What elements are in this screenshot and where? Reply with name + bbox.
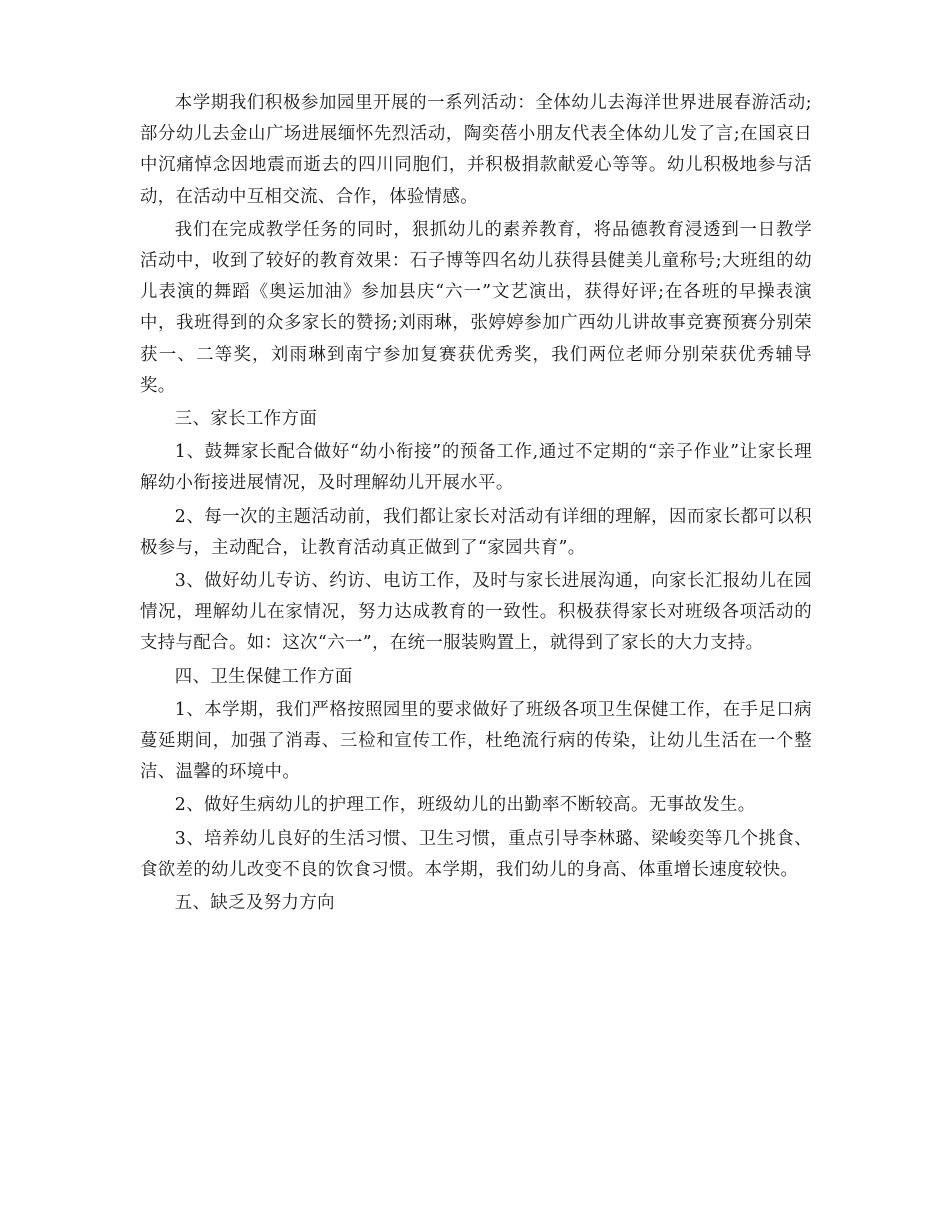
paragraph-quality-education: 我们在完成教学任务的同时，狠抓幼儿的素养教育，将品德教育浸透到一日教学活动中，收到了较好的教育效果：石子博等四名幼儿获得县健美儿童称号;大班组的幼儿表演的舞蹈《奥运加油》参加县庆“六一”文艺演出，获得好评;在各班的早操表演中，我班得到的众多家长的赞扬;刘雨琳，张婷婷参加广西幼儿讲故事竞赛预赛分别荣获一、二等奖，刘雨琳到南宁参加复赛获优秀奖，我们两位老师分别荣获优秀辅导奖。 (140, 219, 812, 396)
document-body (140, 88, 812, 921)
paragraph-health-care-2: 2、做好生病幼儿的护理工作，班级幼儿的出勤率不断较高。无事故发生。 (174, 795, 756, 816)
section-heading-shortcomings: 五、缺乏及努力方向 (174, 893, 335, 914)
section-heading-parent-work: 三、家长工作方面 (174, 409, 318, 430)
section-heading-health-care: 四、卫生保健工作方面 (174, 666, 353, 687)
paragraph-health-care-3: 3、培养幼儿良好的生活习惯、卫生习惯，重点引导李林璐、梁峻奕等几个挑食、食欲差的幼儿改变不良的饮食习惯。本学期，我们幼儿的身高、体重增长速度较快。 (140, 828, 812, 880)
paragraph-parent-work-1: 1、鼓舞家长配合做好“幼小衔接”的预备工作,通过不定期的“亲子作业”让家长理解幼小衔接进展情况，及时理解幼儿开展水平。 (140, 442, 812, 494)
paragraph-health-care-1: 1、本学期，我们严格按照园里的要求做好了班级各项卫生保健工作，在手足口病蔓延期间，加强了消毒、三检和宣传工作，杜绝流行病的传染，让幼儿生活在一个整洁、温馨的环境中。 (140, 699, 812, 783)
paragraph-activities: 本学期我们积极参加园里开展的一系列活动：全体幼儿去海洋世界进展春游活动;部分幼儿去金山广场进展缅怀先烈活动，陶奕蓓小朋友代表全体幼儿发了言;在国哀日中沉痛悼念因地震而逝去的四川同胞们，并积极捐款献爱心等等。幼儿积极地参与活动，在活动中互相交流、合作，体验情感。 (140, 93, 812, 207)
paragraph-parent-work-2: 2、每一次的主题活动前，我们都让家长对活动有详细的理解，因而家长都可以积极参与，主动配合，让教育活动真正做到了“家园共育”。 (140, 506, 812, 558)
paragraph-parent-work-3: 3、做好幼儿专访、约访、电访工作，及时与家长进展沟通，向家长汇报幼儿在园情况，理解幼儿在家情况，努力达成教育的一致性。积极获得家长对班级各项活动的支持与配合。如：这次“六一”，在统一服装购置上，就得到了家长的大力支持。 (140, 571, 812, 654)
